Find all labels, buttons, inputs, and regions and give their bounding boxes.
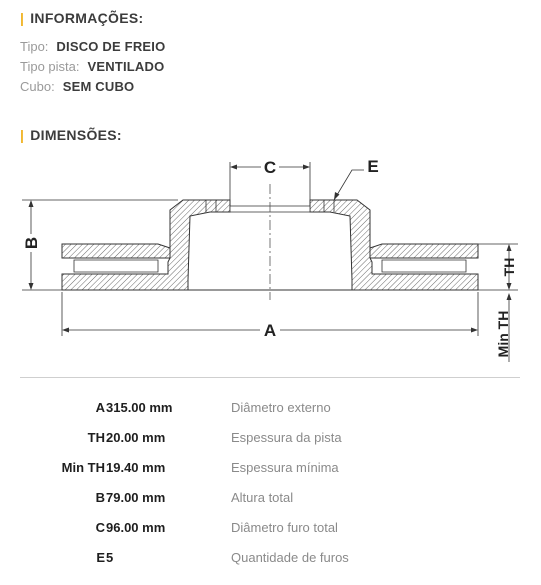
dimensions-section-title — [20, 127, 122, 143]
info-row-type — [20, 39, 165, 54]
right-track-upper — [370, 244, 478, 258]
left-track-upper — [62, 244, 170, 258]
arrow-head — [334, 192, 340, 200]
spec-value: 5 — [106, 550, 114, 565]
spec-description: Diâmetro externo — [231, 400, 331, 415]
title-accent-bar: | — [20, 10, 25, 26]
arrow-head — [471, 328, 478, 333]
spec-description: Diâmetro furo total — [231, 520, 338, 535]
spec-row-b — [20, 490, 520, 510]
spec-value: 19.40 mm — [106, 460, 166, 475]
spec-code: Min TH — [61, 460, 105, 475]
arrow-head — [303, 165, 310, 170]
spec-description: Espessura da pista — [231, 430, 342, 445]
arrow-head — [507, 283, 512, 290]
label-c: C — [263, 158, 277, 177]
arrow-head — [507, 244, 512, 251]
spec-code: TH — [87, 430, 105, 445]
spec-row-e — [20, 550, 520, 570]
info-key: Cubo: — [20, 79, 55, 94]
label-e: E — [367, 157, 379, 176]
info-row-hub — [20, 79, 134, 94]
spec-value: 20.00 mm — [106, 430, 166, 445]
spec-row-th — [20, 430, 520, 450]
label-b: B — [22, 236, 41, 250]
arrow-head — [507, 293, 512, 300]
title-accent-bar: | — [20, 127, 25, 143]
arrow-head — [29, 283, 34, 290]
info-value: DISCO DE FREIO — [56, 39, 166, 54]
spec-code: C — [95, 520, 105, 535]
spec-description: Altura total — [231, 490, 294, 505]
spec-row-min-th — [20, 460, 520, 480]
info-key: Tipo: — [20, 39, 49, 54]
info-value: SEM CUBO — [62, 79, 135, 94]
spec-code: E — [96, 550, 105, 565]
spec-value: 79.00 mm — [106, 490, 166, 505]
brake-disc-cross-section-diagram — [18, 150, 523, 366]
arrow-head — [230, 165, 237, 170]
spec-code: A — [95, 400, 105, 415]
spec-value: 315.00 mm — [106, 400, 173, 415]
spec-value: 96.00 mm — [106, 520, 166, 535]
info-row-track-type — [20, 59, 164, 74]
label-a: A — [263, 321, 277, 340]
right-vent-channel — [382, 260, 466, 272]
label-th: TH — [501, 257, 517, 277]
spec-row-c — [20, 520, 520, 540]
info-value: VENTILADO — [87, 59, 165, 74]
section-divider — [20, 377, 520, 378]
arrow-head — [29, 200, 34, 207]
left-vent-channel — [74, 260, 158, 272]
arrow-head — [62, 328, 69, 333]
info-title-text: INFORMAÇÕES: — [30, 10, 144, 26]
spec-code: B — [95, 490, 105, 505]
info-key: Tipo pista: — [20, 59, 80, 74]
label-min-th: Min TH — [495, 310, 511, 358]
info-section-title — [20, 10, 143, 26]
dimensions-title-text: DIMENSÕES: — [30, 127, 122, 143]
spec-row-a — [20, 400, 520, 420]
spec-description: Espessura mínima — [231, 460, 339, 475]
spec-description: Quantidade de furos — [231, 550, 349, 565]
